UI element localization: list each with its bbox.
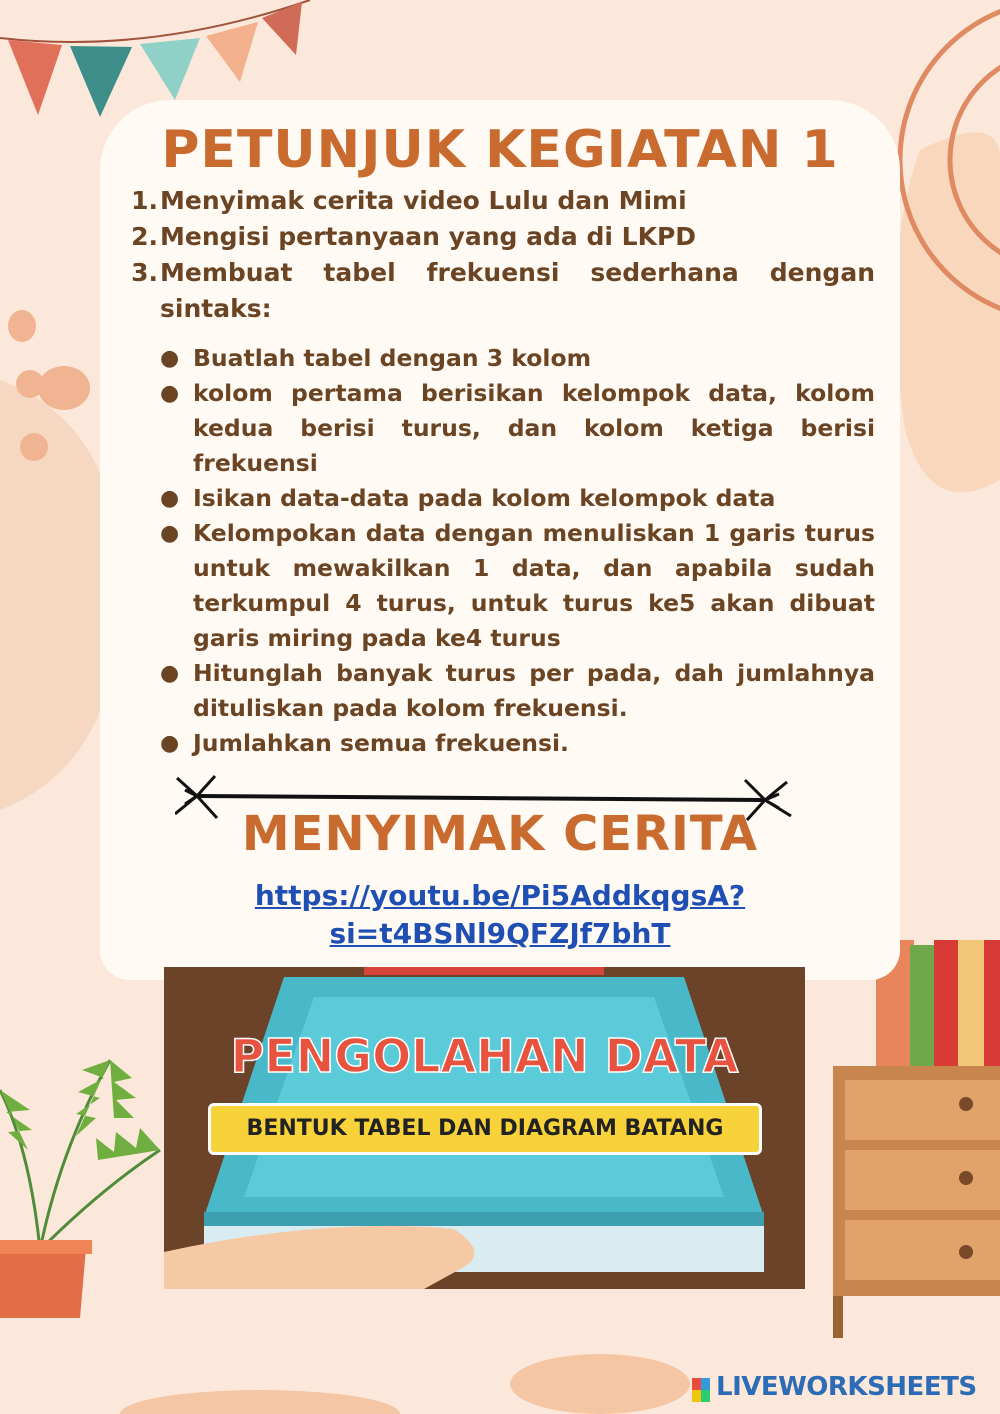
bullet-icon: ● [160, 521, 180, 546]
video-link-line2[interactable]: si=t4BSNl9QFZJf7bhT [329, 917, 671, 950]
video-link-line1[interactable]: https://youtu.be/Pi5AddkqgsA? [254, 879, 746, 912]
list-item [125, 219, 875, 255]
bullet-icon: ● [160, 731, 180, 756]
list-item [160, 516, 875, 656]
list-item [160, 656, 875, 726]
bullet-text: Jumlahkan semua frekuensi. [193, 729, 569, 757]
section-title: MENYIMAK CERITA [241, 806, 759, 862]
bullet-icon: ● [160, 346, 180, 371]
steps-list [125, 183, 875, 327]
video-subtitle: BENTUK TABEL DAN DIAGRAM BATANG [208, 1103, 762, 1155]
brand-wordmark: LIVEWORKSHEETS [716, 1372, 977, 1402]
step-text: Mengisi pertanyaan yang ada di LKPD [160, 222, 697, 251]
step-number: 1. [131, 186, 158, 215]
bullet-icon: ● [160, 486, 180, 511]
bullet-text: Hitunglah banyak turus per pada, dah jumlahnya dituliskan pada kolom frekuensi. [193, 659, 875, 722]
bullet-text: Kelompokan data dengan menuliskan 1 garis turus untuk mewakilkan 1 data, dan apabila sudah terkumpul 4 turus, untuk turus ke5 akan dibuat garis miring pada ke4 turus [193, 519, 875, 652]
list-item [160, 726, 875, 761]
bullet-text: kolom pertama berisikan kelompok data, kolom kedua berisi turus, dan kolom ketiga berisi frekuensi [193, 379, 875, 477]
list-item [160, 376, 875, 481]
list-item [160, 481, 875, 516]
step-number: 3. [131, 258, 158, 287]
list-item [125, 255, 875, 327]
page-title: PETUNJUK KEGIATAN 1 [161, 120, 839, 180]
video-thumbnail[interactable] [164, 967, 805, 1289]
video-title: PENGOLAHAN DATA [230, 1029, 739, 1083]
list-item [125, 183, 875, 219]
bullet-text: Buatlah tabel dengan 3 kolom [193, 344, 592, 372]
bullet-icon: ● [160, 381, 180, 406]
bullet-icon: ● [160, 661, 180, 686]
bullet-text: Isikan data-data pada kolom kelompok data [193, 484, 776, 512]
step-text: Menyimak cerita video Lulu dan Mimi [160, 186, 687, 215]
syntax-bullet-list [160, 341, 875, 761]
step-number: 2. [131, 222, 158, 251]
list-item [160, 341, 875, 376]
liveworksheets-logo-icon [692, 1378, 710, 1402]
step-text: Membuat tabel frekuensi sederhana dengan sintaks: [160, 258, 875, 323]
